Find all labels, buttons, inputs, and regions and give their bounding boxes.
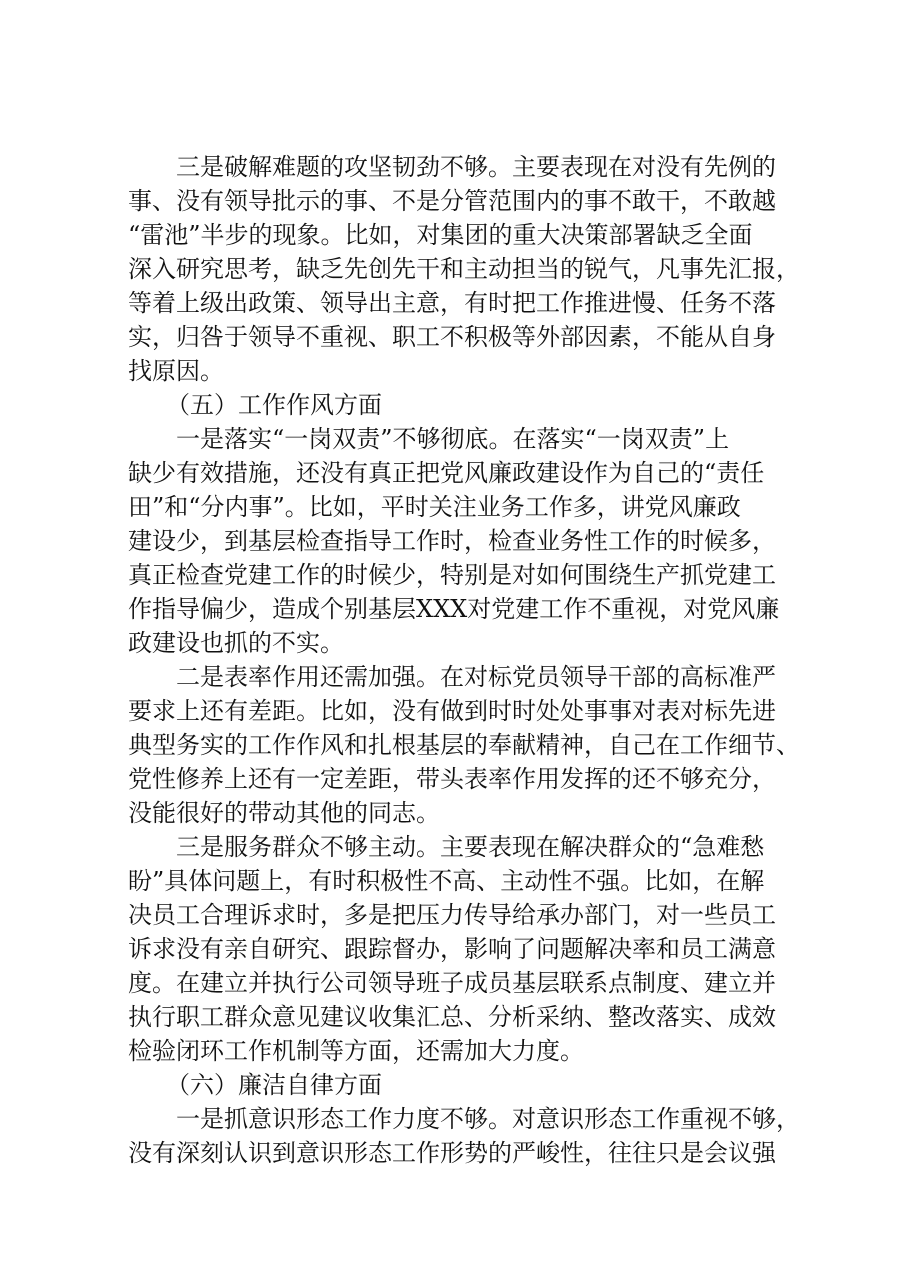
section-heading: （六）廉洁自律方面: [166, 1071, 382, 1099]
paragraph-line: 实，归咎于领导不重视、职工不积极等外部因素，不能从自身: [128, 323, 776, 351]
paragraph-line: 典型务实的工作作风和扎根基层的奉献精神，自己在工作细节、: [128, 731, 800, 759]
paragraph-line: 事、没有领导批示的事、不是分管范围内的事不敢干，不敢越: [128, 187, 776, 215]
paragraph-line: 三是服务群众不够主动。主要表现在解决群众的“急难愁: [176, 833, 765, 861]
paragraph-line: 真正检查党建工作的时候少，特别是对如何围绕生产抓党建工: [128, 561, 776, 589]
paragraph-line: 缺少有效措施，还没有真正把党风廉政建设作为自己的“责任: [128, 459, 765, 487]
paragraph-line: 一是落实“一岗双责”不够彻底。在落实“一岗双责”上: [176, 425, 730, 453]
paragraph-line: 二是表率作用还需加强。在对标党员领导干部的高标准严: [176, 663, 776, 691]
paragraph-line: 盼”具体问题上，有时积极性不高、主动性不强。比如，在解: [128, 867, 765, 895]
paragraph-line: 要求上还有差距。比如，没有做到时时处处事事对表对标先进: [128, 697, 776, 725]
paragraph-line: 深入研究思考，缺乏先创先干和主动担当的锐气，凡事先汇报，: [128, 255, 800, 283]
paragraph-line: 一是抓意识形态工作力度不够。对意识形态工作重视不够，: [176, 1105, 800, 1133]
paragraph-line: 政建设也抓的不实。: [128, 629, 344, 657]
paragraph-line: 作指导偏少，造成个别基层XXX对党建工作不重视，对党风廉: [128, 595, 780, 623]
paragraph-line: 检验闭环工作机制等方面，还需加大力度。: [128, 1037, 584, 1065]
paragraph-line: 田”和“分内事”。比如，平时关注业务工作多，讲党风廉政: [128, 493, 741, 521]
paragraph-line: 党性修养上还有一定差距，带头表率作用发挥的还不够充分，: [128, 765, 776, 793]
section-heading: （五）工作作风方面: [166, 391, 382, 419]
paragraph-line: 等着上级出政策、领导出主意，有时把工作推进慢、任务不落: [128, 289, 776, 317]
paragraph-line: 度。在建立并执行公司领导班子成员基层联系点制度、建立并: [128, 969, 776, 997]
paragraph-line: 建设少，到基层检查指导工作时，检查业务性工作的时候多，: [128, 527, 776, 555]
paragraph-line: 没有深刻认识到意识形态工作形势的严峻性，往往只是会议强: [128, 1139, 776, 1167]
paragraph-line: 找原因。: [128, 357, 224, 385]
paragraph-line: 执行职工群众意见建议收集汇总、分析采纳、整改落实、成效: [128, 1003, 776, 1031]
paragraph-line: 决员工合理诉求时，多是把压力传导给承办部门，对一些员工: [128, 901, 776, 929]
paragraph-line: 没能很好的带动其他的同志。: [128, 799, 440, 827]
paragraph-line: 三是破解难题的攻坚韧劲不够。主要表现在对没有先例的: [176, 153, 776, 181]
paragraph-line: “雷池”半步的现象。比如，对集团的重大决策部署缺乏全面: [128, 221, 753, 249]
paragraph-line: 诉求没有亲自研究、跟踪督办，影响了问题解决率和员工满意: [128, 935, 776, 963]
